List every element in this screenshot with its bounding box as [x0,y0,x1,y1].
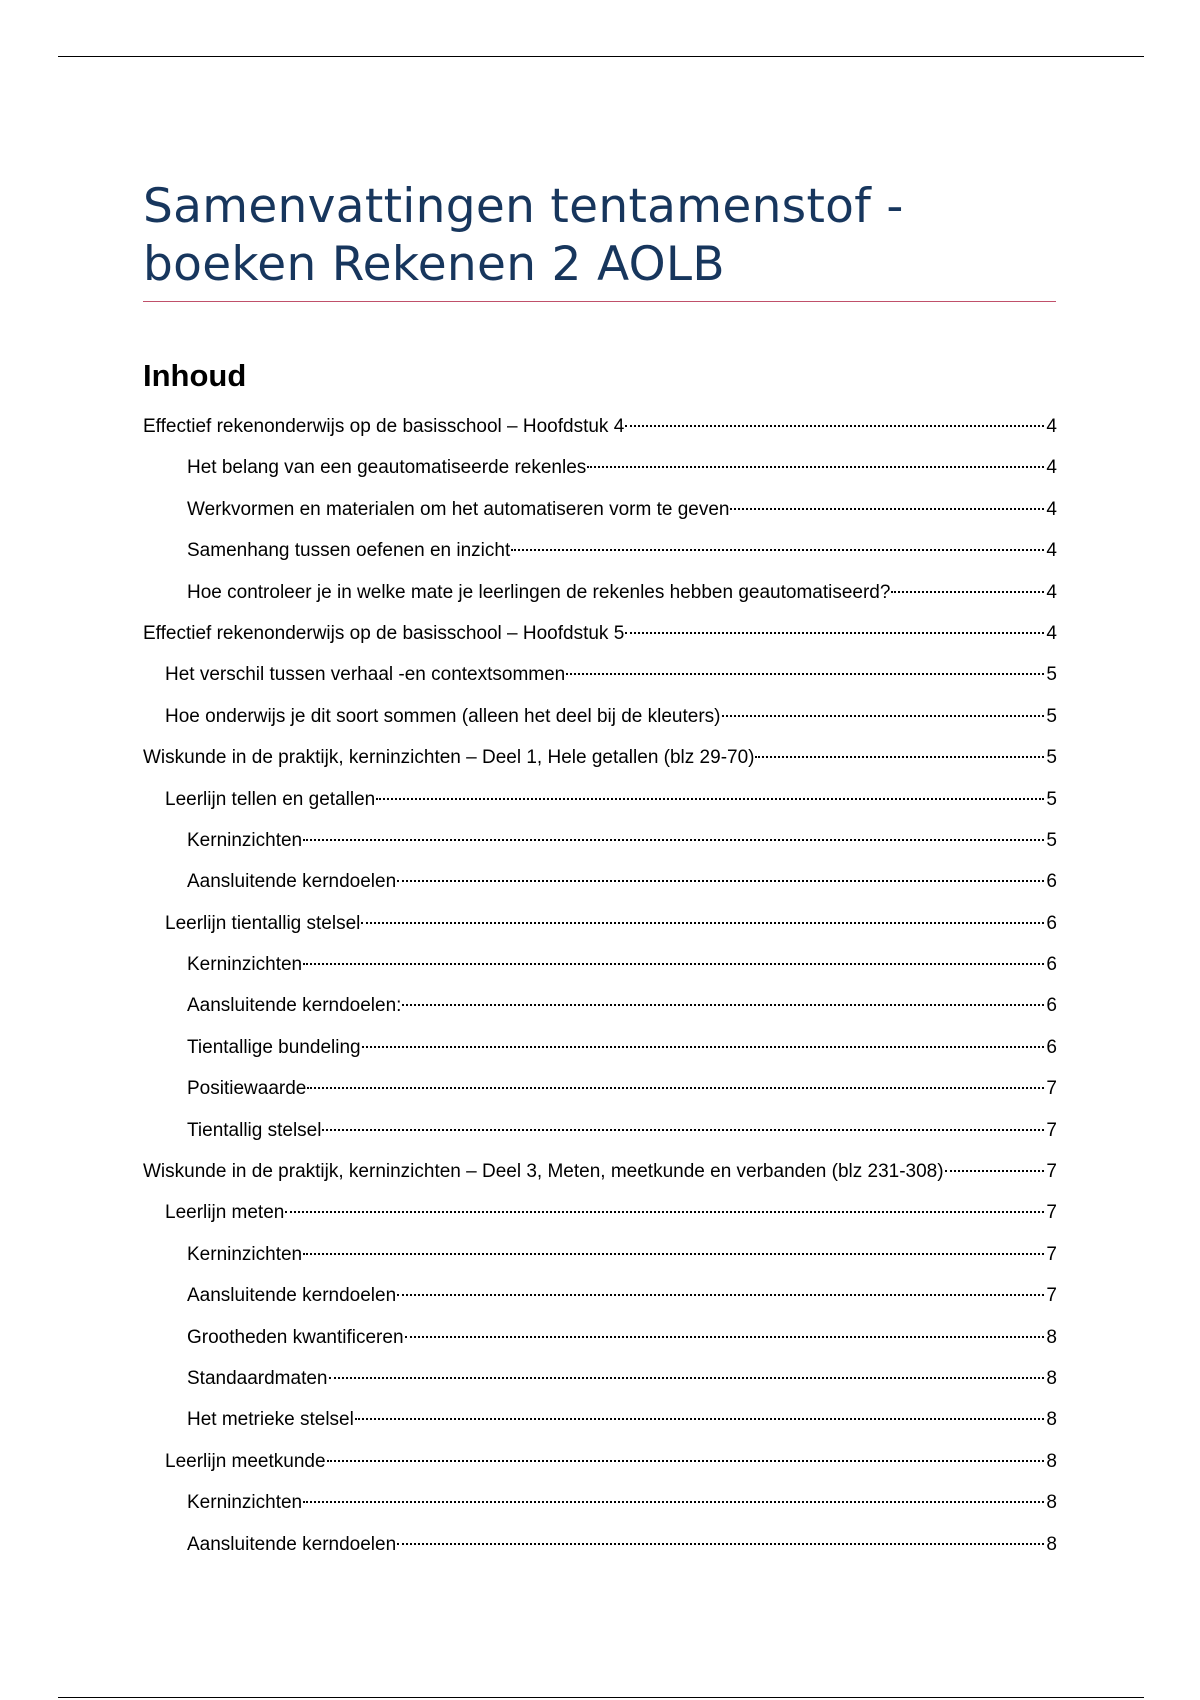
toc-dot-leader [355,1418,1045,1420]
toc-page-number: 4 [1046,416,1057,437]
toc-entry-title: Positiewaarde [187,1078,307,1100]
toc-page-number: 5 [1046,829,1057,851]
toc-page-number: 8 [1046,1533,1057,1555]
toc-entry[interactable] [143,861,1057,902]
document-title [143,178,1063,294]
footer-rule [58,1697,1144,1698]
toc-dot-leader [566,673,1044,675]
toc-entry-title: Leerlijn tellen en getallen [165,788,376,810]
toc-entry[interactable] [143,1317,1057,1358]
toc-entry[interactable] [143,779,1057,820]
toc-dot-leader [397,1294,1044,1296]
toc-entry-title: Standaardmaten [187,1367,328,1389]
toc-entry[interactable] [143,406,1057,447]
toc-page-number: 6 [1046,871,1057,893]
toc-dot-leader [303,1253,1044,1255]
toc-entry-title: Grootheden kwantificeren [187,1326,404,1348]
toc-entry[interactable] [143,696,1057,737]
toc-entry-title: Wiskunde in de praktijk, kerninzichten – Deel 3, Meten, meetkunde en verbanden (blz 231-308) [143,1161,944,1183]
toc-entry-title: Kerninzichten [187,1492,303,1514]
toc-entry[interactable] [143,489,1057,530]
toc-entry[interactable] [143,1524,1057,1565]
toc-page-number: 5 [1046,664,1057,686]
toc-page-number: 7 [1046,1285,1057,1307]
toc-entry[interactable] [143,985,1057,1026]
toc-entry-title: Het verschil tussen verhaal -en contextsommen [165,664,566,686]
toc-entry[interactable] [143,1234,1057,1275]
toc-entry-title: Wiskunde in de praktijk, kerninzichten – Deel 1, Hele getallen (blz 29-70) [143,747,755,769]
toc-entry-title: Tientallig stelsel [187,1119,322,1141]
toc-dot-leader [361,922,1044,924]
document-title-line-1: Samenvattingen tentamenstof - [143,179,904,234]
toc-page-number: 7 [1046,1119,1057,1141]
toc-entry-title: Leerlijn meetkunde [165,1450,326,1472]
toc-page-number: 8 [1046,1492,1057,1514]
toc-dot-leader [402,1004,1044,1006]
toc-entry-title: Samenhang tussen oefenen en inzicht [187,540,511,562]
toc-entry-title: Tientallige bundeling [187,1036,361,1058]
toc-page-number: 5 [1046,705,1057,727]
toc-page-number: 8 [1046,1450,1057,1472]
toc-page-number: 4 [1046,622,1057,644]
toc-entry[interactable] [143,1482,1057,1523]
toc-page-number: 5 [1046,747,1057,769]
toc-dot-leader [362,1046,1045,1048]
toc-entry[interactable] [143,613,1057,654]
toc-entry-title: Effectief rekenonderwijs op de basisschool – Hoofdstuk 5 [143,622,625,644]
toc-dot-leader [285,1211,1044,1213]
toc-entry-title: Het metrieke stelsel [187,1409,354,1431]
toc-entry[interactable] [143,1399,1057,1440]
toc-dot-leader [322,1129,1044,1131]
toc-page-number: 5 [1046,788,1057,810]
toc-entry-title: Aansluitende kerndoelen [187,1285,397,1307]
toc-entry[interactable] [143,1027,1057,1068]
toc-entry-title: Werkvormen en materialen om het automatiseren vorm te geven [187,498,730,520]
toc-page-number: 6 [1046,912,1057,934]
toc-entry[interactable] [143,1192,1057,1233]
toc-entry-title: Hoe onderwijs je dit soort sommen (alleen het deel bij de kleuters) [165,705,721,727]
toc-dot-leader [730,508,1044,510]
toc-page-number: 4 [1046,581,1057,603]
toc-page-number: 7 [1046,1202,1057,1224]
toc-entry-title: Het belang van een geautomatiseerde rekenles [187,457,587,479]
toc-dot-leader [376,798,1044,800]
toc-dot-leader [327,1460,1045,1462]
toc-entry-title: Kerninzichten [187,1243,303,1265]
toc-entry[interactable] [143,820,1057,861]
toc-page-number: 6 [1046,995,1057,1017]
toc-entry-title: Hoe controleer je in welke mate je leerlingen de rekenles hebben geautomatiseerd? [187,581,891,603]
title-underline [143,301,1056,302]
toc-entry[interactable] [143,1441,1057,1482]
toc-entry[interactable] [143,737,1057,778]
toc-entry-title: Leerlijn meten [165,1202,285,1224]
toc-dot-leader [397,880,1044,882]
toc-dot-leader [587,466,1044,468]
toc-dot-leader [405,1336,1045,1338]
toc-entry-title: Aansluitende kerndoelen: [187,995,402,1017]
toc-entry[interactable] [143,1358,1057,1399]
toc-entry-title: Kerninzichten [187,954,303,976]
toc-entry-title: Kerninzichten [187,829,303,851]
toc-page-number: 7 [1046,1243,1057,1265]
toc-page-number: 8 [1046,1326,1057,1348]
toc-page-number: 4 [1046,457,1057,479]
toc-dot-leader [303,963,1044,965]
toc-entry[interactable] [143,530,1057,571]
toc-page-number: 4 [1046,540,1057,562]
toc-entry[interactable] [143,1151,1057,1192]
toc-entry[interactable] [143,447,1057,488]
toc-dot-leader [945,1170,1045,1172]
toc-page-number: 4 [1046,498,1057,520]
toc-entry-title: Aansluitende kerndoelen [187,1533,397,1555]
toc-entry[interactable] [143,1068,1057,1109]
toc-dot-leader [625,425,1044,427]
toc-entry[interactable] [143,903,1057,944]
toc-entry[interactable] [143,1110,1057,1151]
toc-entry-title: Leerlijn tientallig stelsel [165,912,361,934]
toc-page-number: 6 [1046,954,1057,976]
table-of-contents [143,406,1057,1565]
toc-page-number: 7 [1046,1078,1057,1100]
toc-entry[interactable] [143,944,1057,985]
toc-entry[interactable] [143,572,1057,613]
toc-page-number: 6 [1046,1036,1057,1058]
toc-dot-leader [303,839,1044,841]
toc-dot-leader [303,1501,1044,1503]
toc-entry[interactable] [143,654,1057,695]
toc-dot-leader [722,715,1045,717]
toc-page-number: 8 [1046,1409,1057,1431]
document-title-line-2: boeken Rekenen 2 AOLB [143,237,725,292]
toc-dot-leader [891,591,1044,593]
toc-page-number: 7 [1046,1161,1057,1183]
toc-entry[interactable] [143,1275,1057,1316]
toc-dot-leader [625,632,1044,634]
toc-dot-leader [329,1377,1045,1379]
toc-dot-leader [511,549,1044,551]
toc-dot-leader [755,756,1044,758]
toc-dot-leader [307,1087,1044,1089]
toc-dot-leader [397,1543,1044,1545]
toc-page-number: 8 [1046,1367,1057,1389]
toc-entry-title: Aansluitende kerndoelen [187,871,397,893]
header-rule [58,56,1144,57]
toc-entry-title: Effectief rekenonderwijs op de basisschool – Hoofdstuk 4 [143,416,625,437]
toc-heading: Inhoud [143,358,247,393]
